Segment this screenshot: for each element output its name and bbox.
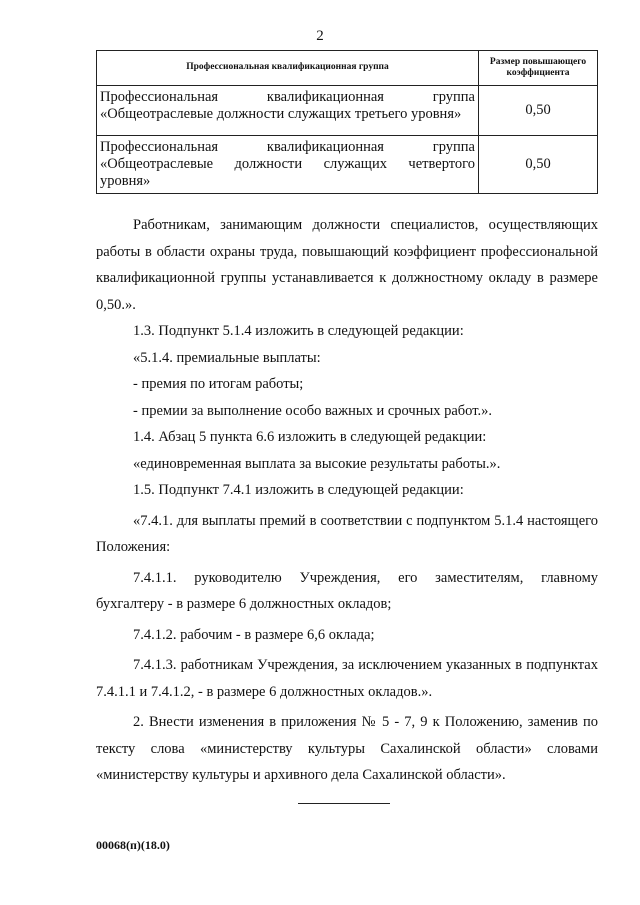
paragraph: «единовременная выплата за высокие результаты работы.». <box>133 455 501 472</box>
cell-coefficient: 0,50 <box>479 136 598 194</box>
paragraph: «7.4.1. для выплаты премий в соответствии с подпунктом 5.1.4 настоящего Положения: <box>96 512 598 555</box>
coefficient-table <box>96 50 598 194</box>
cell-group: Профессиональная квалификационная группа «Общеотраслевые должности служащих третьего уровня» <box>97 86 479 136</box>
paragraph: «5.1.4. премиальные выплаты: <box>133 349 321 366</box>
table-header-row <box>97 51 598 86</box>
paragraph: 1.4. Абзац 5 пункта 6.6 изложить в следующей редакции: <box>133 429 487 445</box>
table-row <box>97 86 598 136</box>
separator-line <box>298 803 390 804</box>
document-body <box>96 212 598 789</box>
document-code: 00068(п)(18.0) <box>96 838 170 852</box>
paragraph: 1.3. Подпункт 5.1.4 изложить в следующей редакции: <box>133 323 464 339</box>
table-row <box>97 136 598 194</box>
paragraph: 2. Внести изменения в приложения № 5 - 7, 9 к Положению, заменив по тексту слова «министерству культуры Сахалинской области» словами «министерству культуры и архивного дела Сахалинской области». <box>96 714 598 783</box>
header-group: Профессиональная квалификационная группа <box>97 51 479 86</box>
header-coefficient: Размер повышающего коэффициента <box>479 51 598 86</box>
paragraph: - премии за выполнение особо важных и срочных работ.». <box>133 402 492 419</box>
paragraph: - премия по итогам работы; <box>133 376 304 392</box>
page-number: 2 <box>316 28 324 44</box>
paragraph: 1.5. Подпункт 7.4.1 изложить в следующей редакции: <box>133 482 464 498</box>
paragraph: 7.4.1.3. работникам Учреждения, за исключением указанных в подпунктах 7.4.1.1 и 7.4.1.2, - в размере 6 должностных окладов.». <box>96 657 598 700</box>
cell-group: Профессиональная квалификационная группа «Общеотраслевые должности служащих четвертого уровня» <box>97 136 479 194</box>
cell-coefficient: 0,50 <box>479 86 598 136</box>
paragraph: Работникам, занимающим должности специалистов, осуществляющих работы в области охраны труда, повышающий коэффициент профессиональной квалификационной группы устанавливается к должностному окладу в размере 0,50.». <box>96 217 598 313</box>
paragraph: 7.4.1.2. рабочим - в размере 6,6 оклада; <box>133 626 375 643</box>
paragraph: 7.4.1.1. руководителю Учреждения, его заместителям, главному бухгалтеру - в размере 6 должностных окладов; <box>96 569 598 612</box>
